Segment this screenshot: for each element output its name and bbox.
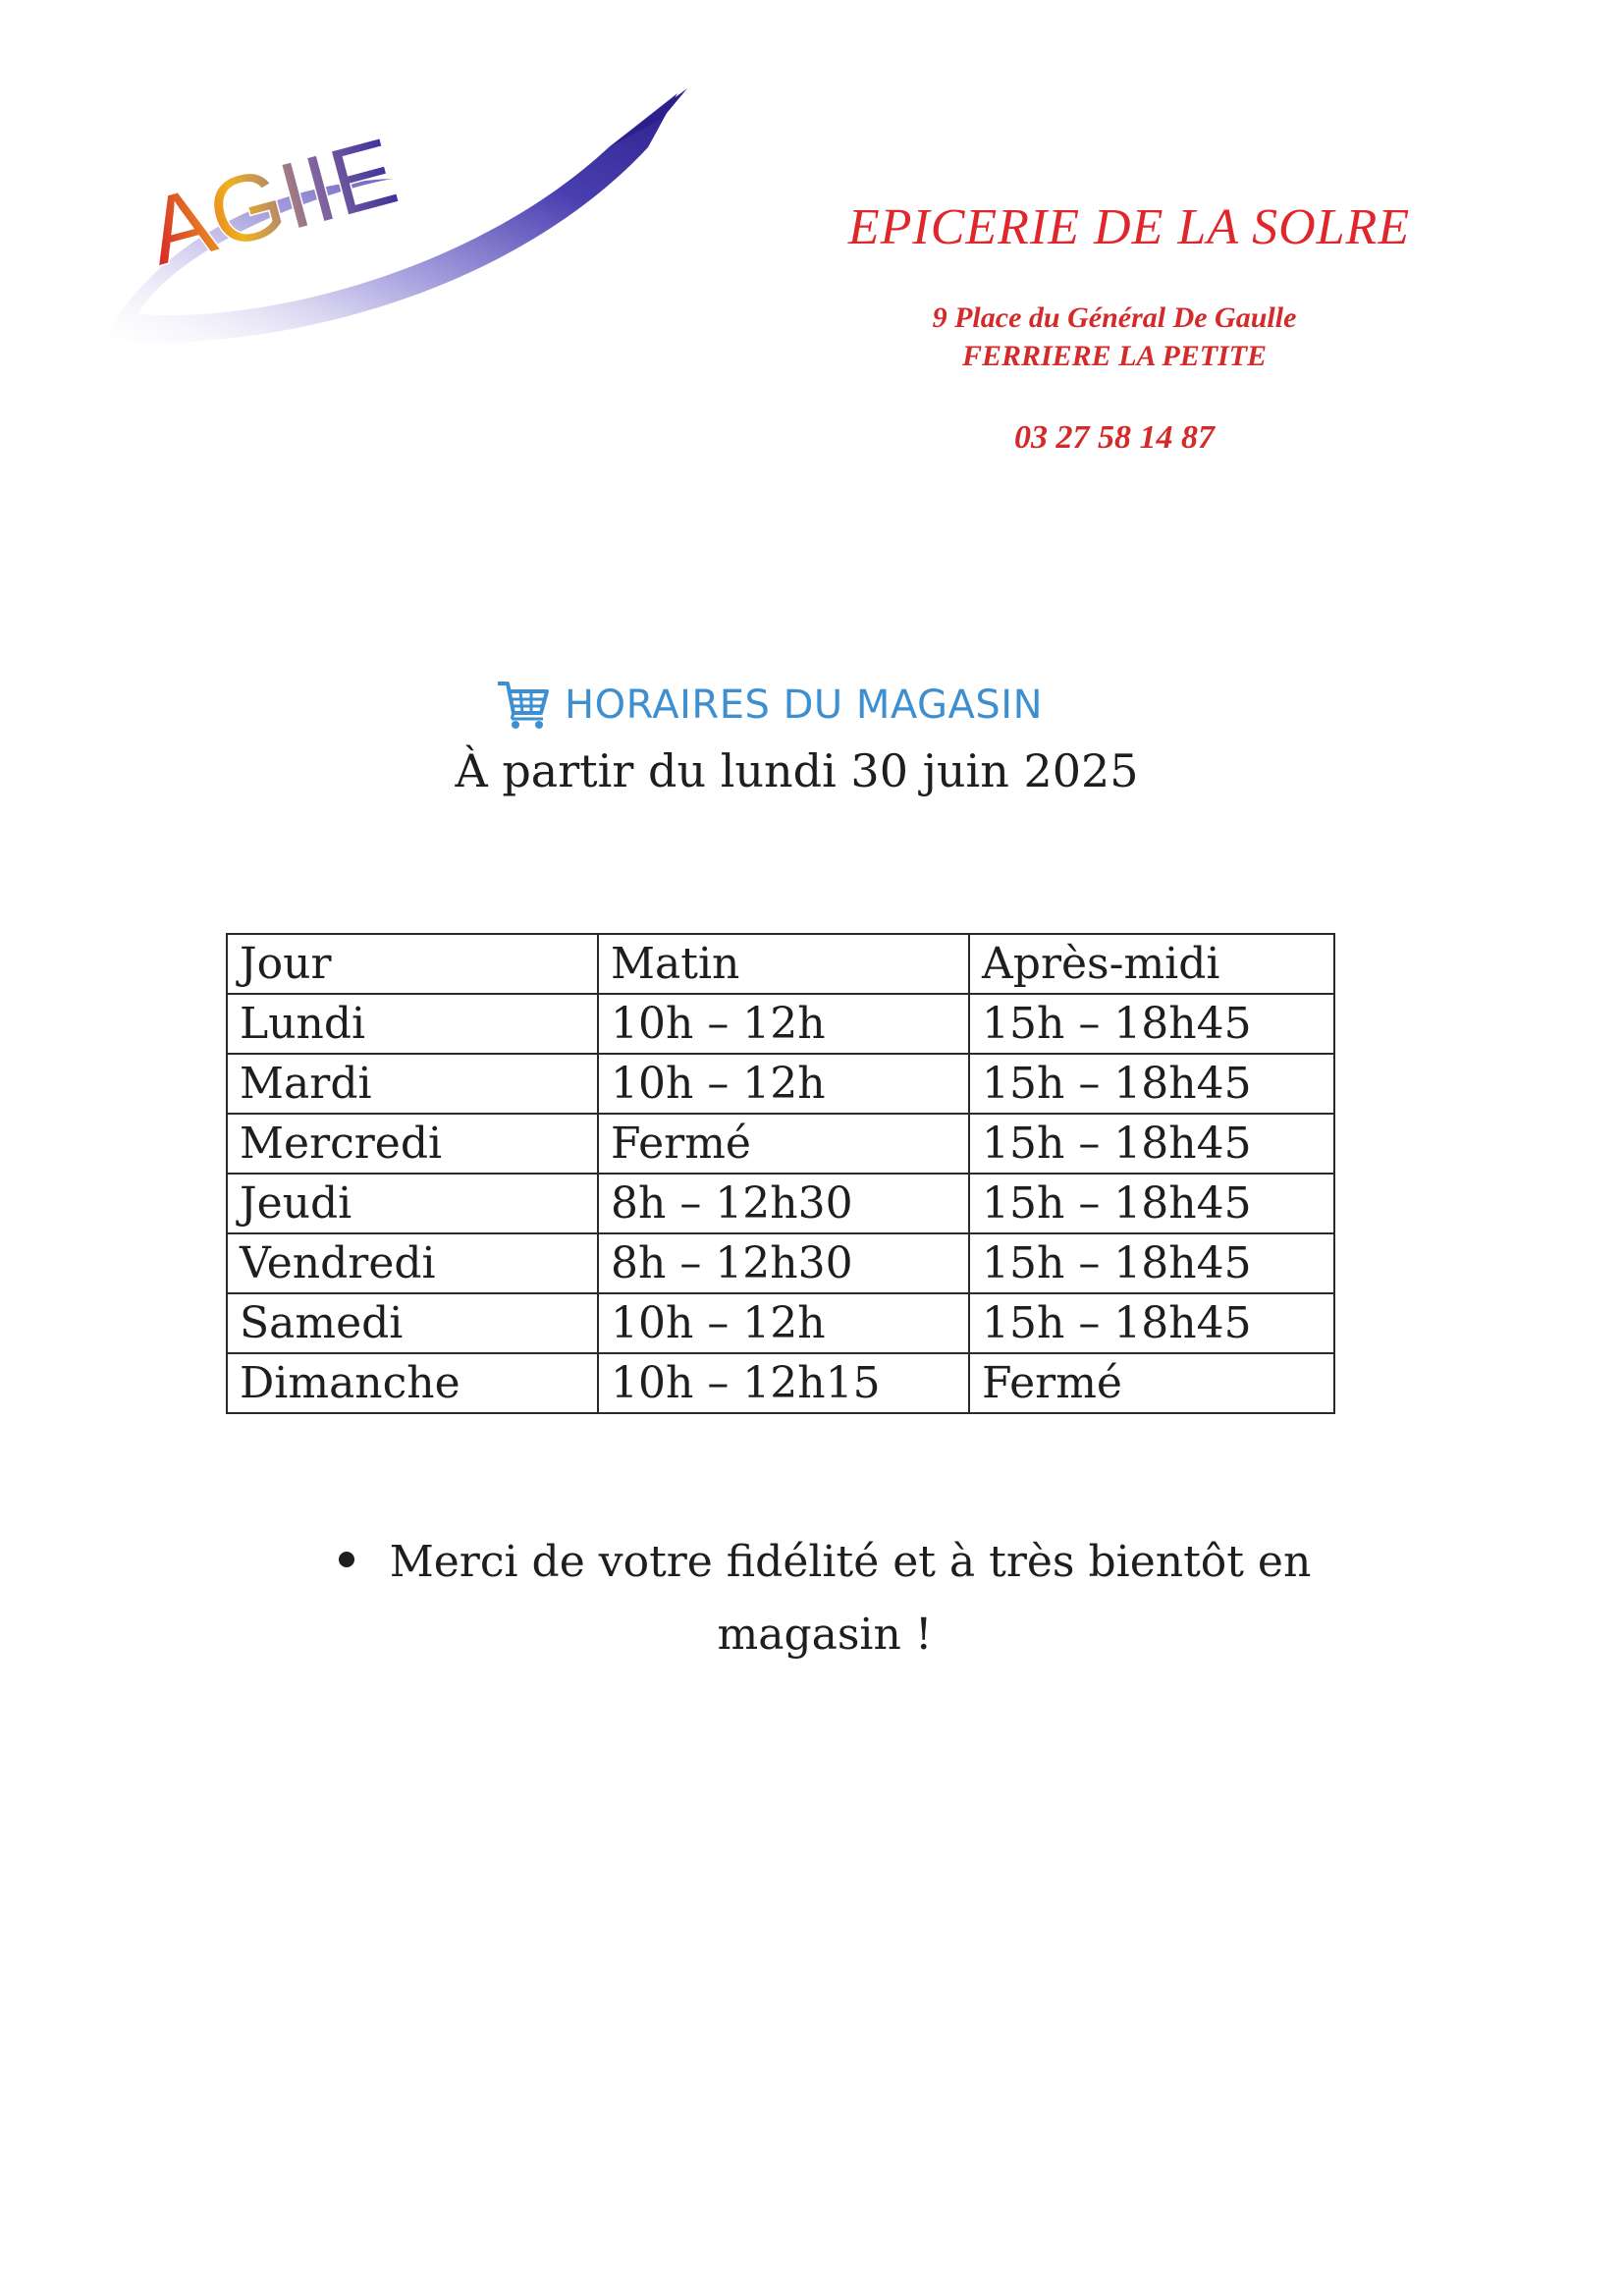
table-row <box>227 1114 1334 1174</box>
address-street: 9 Place du Général De Gaulle <box>932 301 1297 334</box>
morning-cell: 10h – 12h15 <box>598 1353 969 1413</box>
closing-message <box>334 1526 1316 1671</box>
table-row <box>227 1293 1334 1353</box>
day-cell: Mardi <box>227 1054 598 1114</box>
table-row <box>227 1233 1334 1293</box>
bullet-icon <box>339 1552 354 1567</box>
afternoon-cell: 15h – 18h45 <box>969 1114 1334 1174</box>
agiie-logo <box>98 88 687 363</box>
column-header-day: Jour <box>227 934 598 994</box>
day-cell: Vendredi <box>227 1233 598 1293</box>
closing-text-2: magasin ! <box>717 1610 933 1660</box>
morning-cell: 10h – 12h <box>598 1293 969 1353</box>
morning-cell: Fermé <box>598 1114 969 1174</box>
afternoon-cell: Fermé <box>969 1353 1334 1413</box>
day-cell: Lundi <box>227 994 598 1054</box>
table-row <box>227 1353 1334 1413</box>
day-cell: Dimanche <box>227 1353 598 1413</box>
store-name: EPICERIE DE LA SOLRE <box>847 199 1411 255</box>
column-header-afternoon: Après-midi <box>969 934 1334 994</box>
hours-table <box>226 933 1335 1414</box>
shopping-cart-icon <box>496 680 551 731</box>
day-cell: Jeudi <box>227 1174 598 1233</box>
day-cell: Mercredi <box>227 1114 598 1174</box>
table-row <box>227 1174 1334 1233</box>
day-cell: Samedi <box>227 1293 598 1353</box>
column-header-morning: Matin <box>598 934 969 994</box>
morning-cell: 10h – 12h <box>598 994 969 1054</box>
closing-text-1: Merci de votre fidélité et à très bientôt en <box>389 1537 1312 1587</box>
hours-effective-date: À partir du lundi 30 juin 2025 <box>455 744 1139 797</box>
hours-heading <box>496 676 1043 735</box>
morning-cell: 8h – 12h30 <box>598 1174 969 1233</box>
morning-cell: 10h – 12h <box>598 1054 969 1114</box>
hours-title: HORAIRES DU MAGASIN <box>565 683 1043 728</box>
afternoon-cell: 15h – 18h45 <box>969 994 1334 1054</box>
afternoon-cell: 15h – 18h45 <box>969 1233 1334 1293</box>
afternoon-cell: 15h – 18h45 <box>969 1174 1334 1233</box>
morning-cell: 8h – 12h30 <box>598 1233 969 1293</box>
logo-text: AGIIE <box>136 118 407 286</box>
closing-line-1 <box>334 1526 1316 1599</box>
table-row <box>227 994 1334 1054</box>
phone-number: 03 27 58 14 87 <box>1014 419 1215 456</box>
afternoon-cell: 15h – 18h45 <box>969 1293 1334 1353</box>
afternoon-cell: 15h – 18h45 <box>969 1054 1334 1114</box>
table-row <box>227 1054 1334 1114</box>
table-header-row <box>227 934 1334 994</box>
address-city: FERRIERE LA PETITE <box>961 340 1268 372</box>
